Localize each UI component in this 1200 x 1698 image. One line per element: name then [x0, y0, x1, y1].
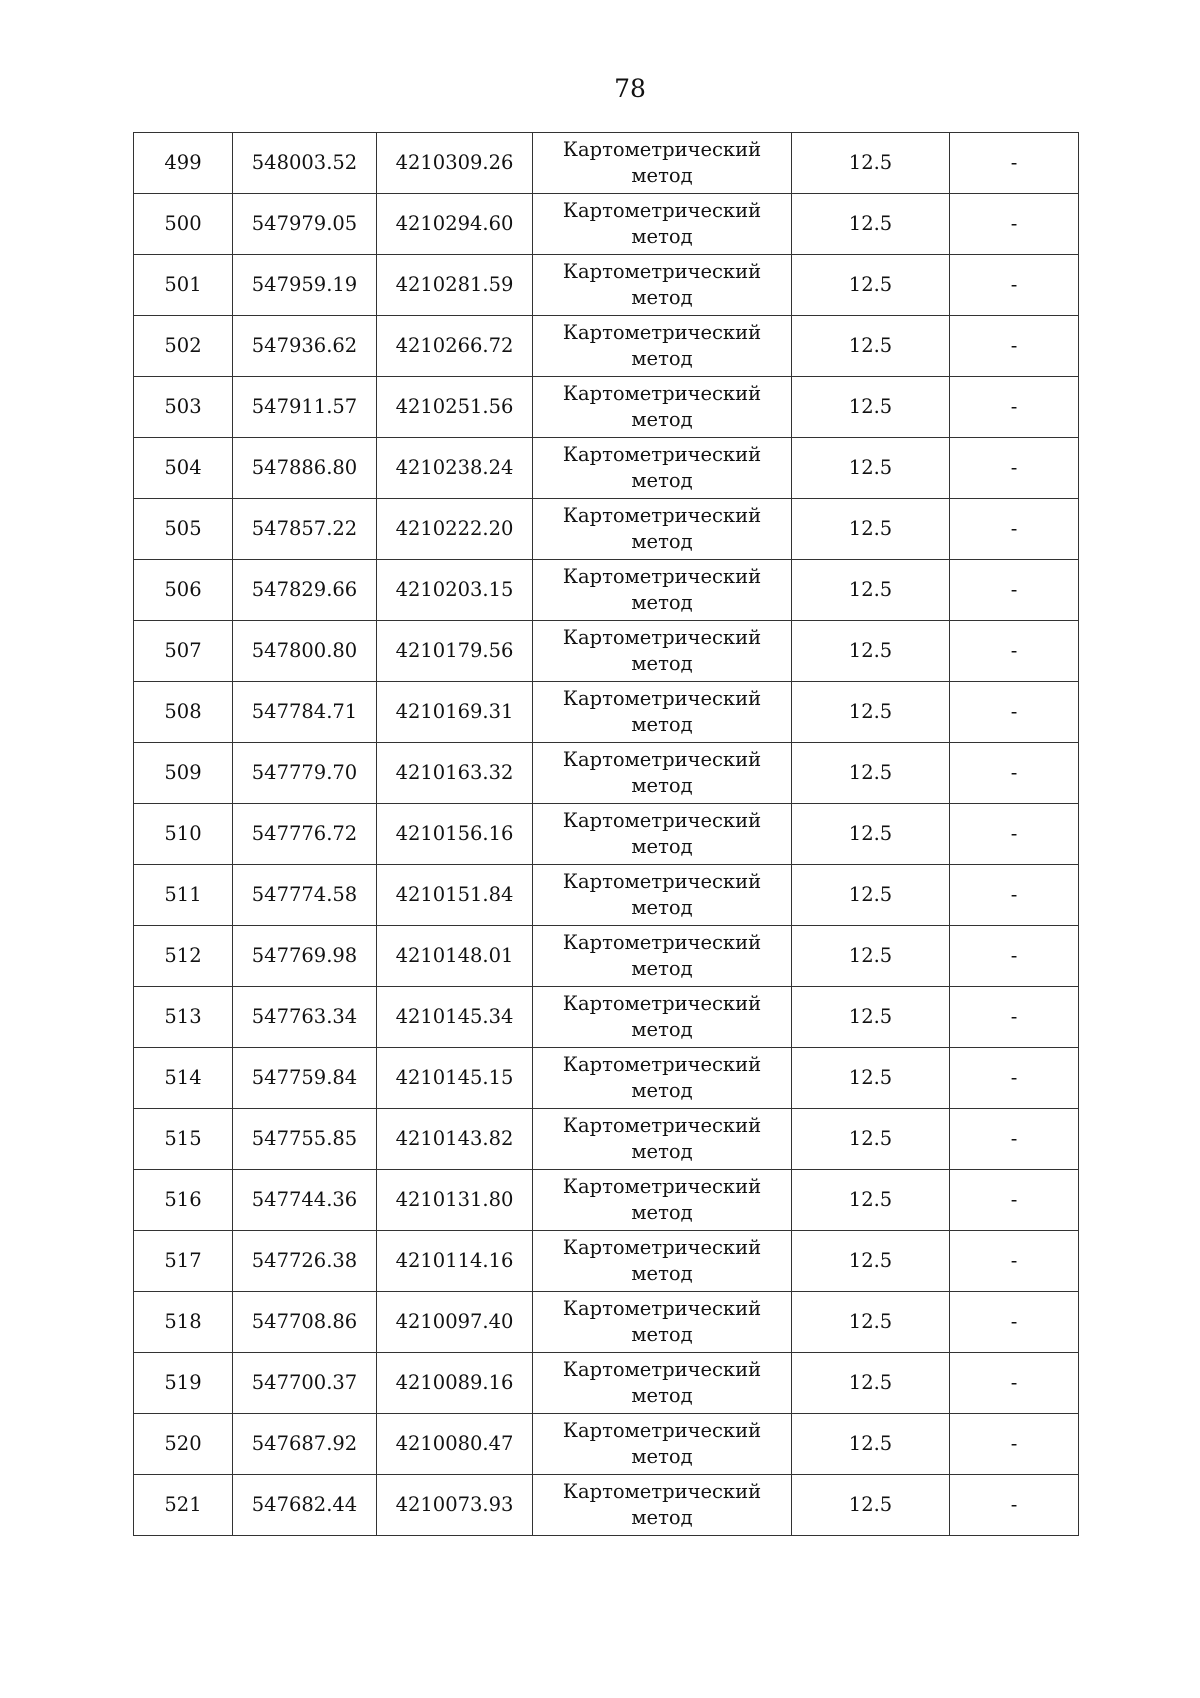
error-cell: 12.5	[792, 1353, 950, 1414]
method-cell	[533, 926, 792, 987]
error-cell: 12.5	[792, 987, 950, 1048]
method-cell	[533, 1292, 792, 1353]
error-cell: 12.5	[792, 682, 950, 743]
note-cell: -	[950, 316, 1079, 377]
x-coordinate-cell: 547829.66	[233, 560, 377, 621]
y-coordinate-cell: 4210251.56	[377, 377, 533, 438]
y-coordinate-cell: 4210151.84	[377, 865, 533, 926]
error-cell: 12.5	[792, 377, 950, 438]
method-line-2: метод	[631, 408, 693, 431]
y-coordinate-cell: 4210080.47	[377, 1414, 533, 1475]
y-coordinate-cell: 4210131.80	[377, 1170, 533, 1231]
page-number: 78	[614, 74, 646, 103]
method-cell	[533, 1414, 792, 1475]
method-line-2: метод	[631, 225, 693, 248]
error-cell: 12.5	[792, 1414, 950, 1475]
y-coordinate-cell: 4210222.20	[377, 499, 533, 560]
note-cell: -	[950, 743, 1079, 804]
table-row	[134, 1109, 1079, 1170]
point-number-cell: 500	[134, 194, 233, 255]
error-cell: 12.5	[792, 1109, 950, 1170]
method-line-2: метод	[631, 1262, 693, 1285]
table-row	[134, 560, 1079, 621]
point-number-cell: 517	[134, 1231, 233, 1292]
method-line-2: метод	[631, 1018, 693, 1041]
x-coordinate-cell: 547700.37	[233, 1353, 377, 1414]
error-cell: 12.5	[792, 1170, 950, 1231]
method-cell	[533, 1048, 792, 1109]
x-coordinate-cell: 547784.71	[233, 682, 377, 743]
y-coordinate-cell: 4210203.15	[377, 560, 533, 621]
table-row	[134, 194, 1079, 255]
table-row	[134, 1414, 1079, 1475]
x-coordinate-cell: 547744.36	[233, 1170, 377, 1231]
note-cell: -	[950, 865, 1079, 926]
x-coordinate-cell: 547759.84	[233, 1048, 377, 1109]
note-cell: -	[950, 377, 1079, 438]
method-line-1: Картометрический	[562, 1114, 762, 1137]
point-number-cell: 506	[134, 560, 233, 621]
note-cell: -	[950, 499, 1079, 560]
table-body	[134, 133, 1079, 1536]
method-cell	[533, 987, 792, 1048]
error-cell: 12.5	[792, 1231, 950, 1292]
error-cell: 12.5	[792, 438, 950, 499]
method-cell	[533, 865, 792, 926]
method-cell	[533, 255, 792, 316]
point-number-cell: 519	[134, 1353, 233, 1414]
error-cell: 12.5	[792, 804, 950, 865]
method-cell	[533, 1109, 792, 1170]
x-coordinate-cell: 547857.22	[233, 499, 377, 560]
method-line-2: метод	[631, 1445, 693, 1468]
note-cell: -	[950, 1170, 1079, 1231]
table-row	[134, 377, 1079, 438]
table-row	[134, 1048, 1079, 1109]
method-line-2: метод	[631, 774, 693, 797]
point-number-cell: 511	[134, 865, 233, 926]
method-cell	[533, 133, 792, 194]
note-cell: -	[950, 1475, 1079, 1536]
y-coordinate-cell: 4210309.26	[377, 133, 533, 194]
method-line-1: Картометрический	[562, 382, 762, 405]
method-line-2: метод	[631, 652, 693, 675]
x-coordinate-cell: 547687.92	[233, 1414, 377, 1475]
method-line-1: Картометрический	[562, 321, 762, 344]
error-cell: 12.5	[792, 1048, 950, 1109]
note-cell: -	[950, 621, 1079, 682]
x-coordinate-cell: 547776.72	[233, 804, 377, 865]
method-line-1: Картометрический	[562, 565, 762, 588]
method-line-1: Картометрический	[562, 1358, 762, 1381]
point-number-cell: 515	[134, 1109, 233, 1170]
table-row	[134, 987, 1079, 1048]
y-coordinate-cell: 4210073.93	[377, 1475, 533, 1536]
method-line-2: метод	[631, 896, 693, 919]
method-line-1: Картометрический	[562, 1480, 762, 1503]
table-row	[134, 1231, 1079, 1292]
x-coordinate-cell: 547726.38	[233, 1231, 377, 1292]
method-line-1: Картометрический	[562, 1175, 762, 1198]
point-number-cell: 508	[134, 682, 233, 743]
method-line-1: Картометрический	[562, 1053, 762, 1076]
method-line-1: Картометрический	[562, 1236, 762, 1259]
note-cell: -	[950, 1048, 1079, 1109]
y-coordinate-cell: 4210145.15	[377, 1048, 533, 1109]
note-cell: -	[950, 560, 1079, 621]
y-coordinate-cell: 4210089.16	[377, 1353, 533, 1414]
method-line-2: метод	[631, 1140, 693, 1163]
table-row	[134, 1292, 1079, 1353]
note-cell: -	[950, 987, 1079, 1048]
x-coordinate-cell: 547959.19	[233, 255, 377, 316]
table-row	[134, 865, 1079, 926]
method-line-1: Картометрический	[562, 687, 762, 710]
y-coordinate-cell: 4210156.16	[377, 804, 533, 865]
point-number-cell: 513	[134, 987, 233, 1048]
error-cell: 12.5	[792, 1475, 950, 1536]
point-number-cell: 499	[134, 133, 233, 194]
method-line-1: Картометрический	[562, 1419, 762, 1442]
method-line-1: Картометрический	[562, 992, 762, 1015]
method-line-1: Картометрический	[562, 199, 762, 222]
note-cell: -	[950, 194, 1079, 255]
point-number-cell: 504	[134, 438, 233, 499]
y-coordinate-cell: 4210148.01	[377, 926, 533, 987]
x-coordinate-cell: 547800.80	[233, 621, 377, 682]
method-line-1: Картометрический	[562, 809, 762, 832]
y-coordinate-cell: 4210238.24	[377, 438, 533, 499]
method-line-1: Картометрический	[562, 260, 762, 283]
table-row	[134, 438, 1079, 499]
table-row	[134, 1353, 1079, 1414]
note-cell: -	[950, 682, 1079, 743]
x-coordinate-cell: 547779.70	[233, 743, 377, 804]
y-coordinate-cell: 4210114.16	[377, 1231, 533, 1292]
table-row	[134, 255, 1079, 316]
table-row	[134, 926, 1079, 987]
y-coordinate-cell: 4210163.32	[377, 743, 533, 804]
table-row	[134, 1475, 1079, 1536]
x-coordinate-cell: 547911.57	[233, 377, 377, 438]
error-cell: 12.5	[792, 560, 950, 621]
table-row	[134, 133, 1079, 194]
error-cell: 12.5	[792, 133, 950, 194]
y-coordinate-cell: 4210281.59	[377, 255, 533, 316]
point-number-cell: 520	[134, 1414, 233, 1475]
y-coordinate-cell: 4210266.72	[377, 316, 533, 377]
method-line-2: метод	[631, 1323, 693, 1346]
method-cell	[533, 621, 792, 682]
method-line-2: метод	[631, 1201, 693, 1224]
method-line-2: метод	[631, 1079, 693, 1102]
method-line-2: метод	[631, 1384, 693, 1407]
point-number-cell: 507	[134, 621, 233, 682]
note-cell: -	[950, 804, 1079, 865]
error-cell: 12.5	[792, 743, 950, 804]
method-cell	[533, 377, 792, 438]
method-cell	[533, 1353, 792, 1414]
method-line-2: метод	[631, 1506, 693, 1529]
table-row	[134, 743, 1079, 804]
x-coordinate-cell: 547979.05	[233, 194, 377, 255]
note-cell: -	[950, 926, 1079, 987]
error-cell: 12.5	[792, 255, 950, 316]
method-line-1: Картометрический	[562, 870, 762, 893]
point-number-cell: 501	[134, 255, 233, 316]
method-line-2: метод	[631, 530, 693, 553]
error-cell: 12.5	[792, 926, 950, 987]
note-cell: -	[950, 1109, 1079, 1170]
point-number-cell: 514	[134, 1048, 233, 1109]
x-coordinate-cell: 547708.86	[233, 1292, 377, 1353]
method-cell	[533, 194, 792, 255]
method-line-1: Картометрический	[562, 138, 762, 161]
note-cell: -	[950, 1414, 1079, 1475]
error-cell: 12.5	[792, 621, 950, 682]
note-cell: -	[950, 1231, 1079, 1292]
method-cell	[533, 682, 792, 743]
method-cell	[533, 804, 792, 865]
method-line-1: Картометрический	[562, 504, 762, 527]
x-coordinate-cell: 547886.80	[233, 438, 377, 499]
method-line-1: Картометрический	[562, 626, 762, 649]
table-row	[134, 804, 1079, 865]
note-cell: -	[950, 1353, 1079, 1414]
x-coordinate-cell: 547682.44	[233, 1475, 377, 1536]
y-coordinate-cell: 4210097.40	[377, 1292, 533, 1353]
x-coordinate-cell: 547763.34	[233, 987, 377, 1048]
method-cell	[533, 499, 792, 560]
method-cell	[533, 560, 792, 621]
x-coordinate-cell: 547774.58	[233, 865, 377, 926]
point-number-cell: 505	[134, 499, 233, 560]
method-line-1: Картометрический	[562, 748, 762, 771]
y-coordinate-cell: 4210145.34	[377, 987, 533, 1048]
method-line-2: метод	[631, 957, 693, 980]
note-cell: -	[950, 133, 1079, 194]
method-line-2: метод	[631, 347, 693, 370]
method-cell	[533, 1231, 792, 1292]
method-line-1: Картометрический	[562, 1297, 762, 1320]
method-line-1: Картометрический	[562, 931, 762, 954]
table-row	[134, 621, 1079, 682]
method-line-1: Картометрический	[562, 443, 762, 466]
y-coordinate-cell: 4210143.82	[377, 1109, 533, 1170]
x-coordinate-cell: 547936.62	[233, 316, 377, 377]
point-number-cell: 521	[134, 1475, 233, 1536]
y-coordinate-cell: 4210294.60	[377, 194, 533, 255]
error-cell: 12.5	[792, 1292, 950, 1353]
note-cell: -	[950, 438, 1079, 499]
method-line-2: метод	[631, 713, 693, 736]
method-cell	[533, 743, 792, 804]
error-cell: 12.5	[792, 316, 950, 377]
point-number-cell: 518	[134, 1292, 233, 1353]
point-number-cell: 503	[134, 377, 233, 438]
point-number-cell: 510	[134, 804, 233, 865]
method-cell	[533, 1170, 792, 1231]
method-line-2: метод	[631, 469, 693, 492]
table-row	[134, 499, 1079, 560]
point-number-cell: 509	[134, 743, 233, 804]
note-cell: -	[950, 255, 1079, 316]
x-coordinate-cell: 548003.52	[233, 133, 377, 194]
x-coordinate-cell: 547755.85	[233, 1109, 377, 1170]
error-cell: 12.5	[792, 499, 950, 560]
method-cell	[533, 316, 792, 377]
point-number-cell: 502	[134, 316, 233, 377]
coordinates-table	[133, 132, 1079, 1536]
note-cell: -	[950, 1292, 1079, 1353]
method-line-2: метод	[631, 164, 693, 187]
method-line-2: метод	[631, 591, 693, 614]
error-cell: 12.5	[792, 865, 950, 926]
method-cell	[533, 438, 792, 499]
point-number-cell: 516	[134, 1170, 233, 1231]
x-coordinate-cell: 547769.98	[233, 926, 377, 987]
y-coordinate-cell: 4210169.31	[377, 682, 533, 743]
method-line-2: метод	[631, 835, 693, 858]
error-cell: 12.5	[792, 194, 950, 255]
method-line-2: метод	[631, 286, 693, 309]
y-coordinate-cell: 4210179.56	[377, 621, 533, 682]
table-row	[134, 316, 1079, 377]
point-number-cell: 512	[134, 926, 233, 987]
method-cell	[533, 1475, 792, 1536]
table-row	[134, 682, 1079, 743]
table-row	[134, 1170, 1079, 1231]
